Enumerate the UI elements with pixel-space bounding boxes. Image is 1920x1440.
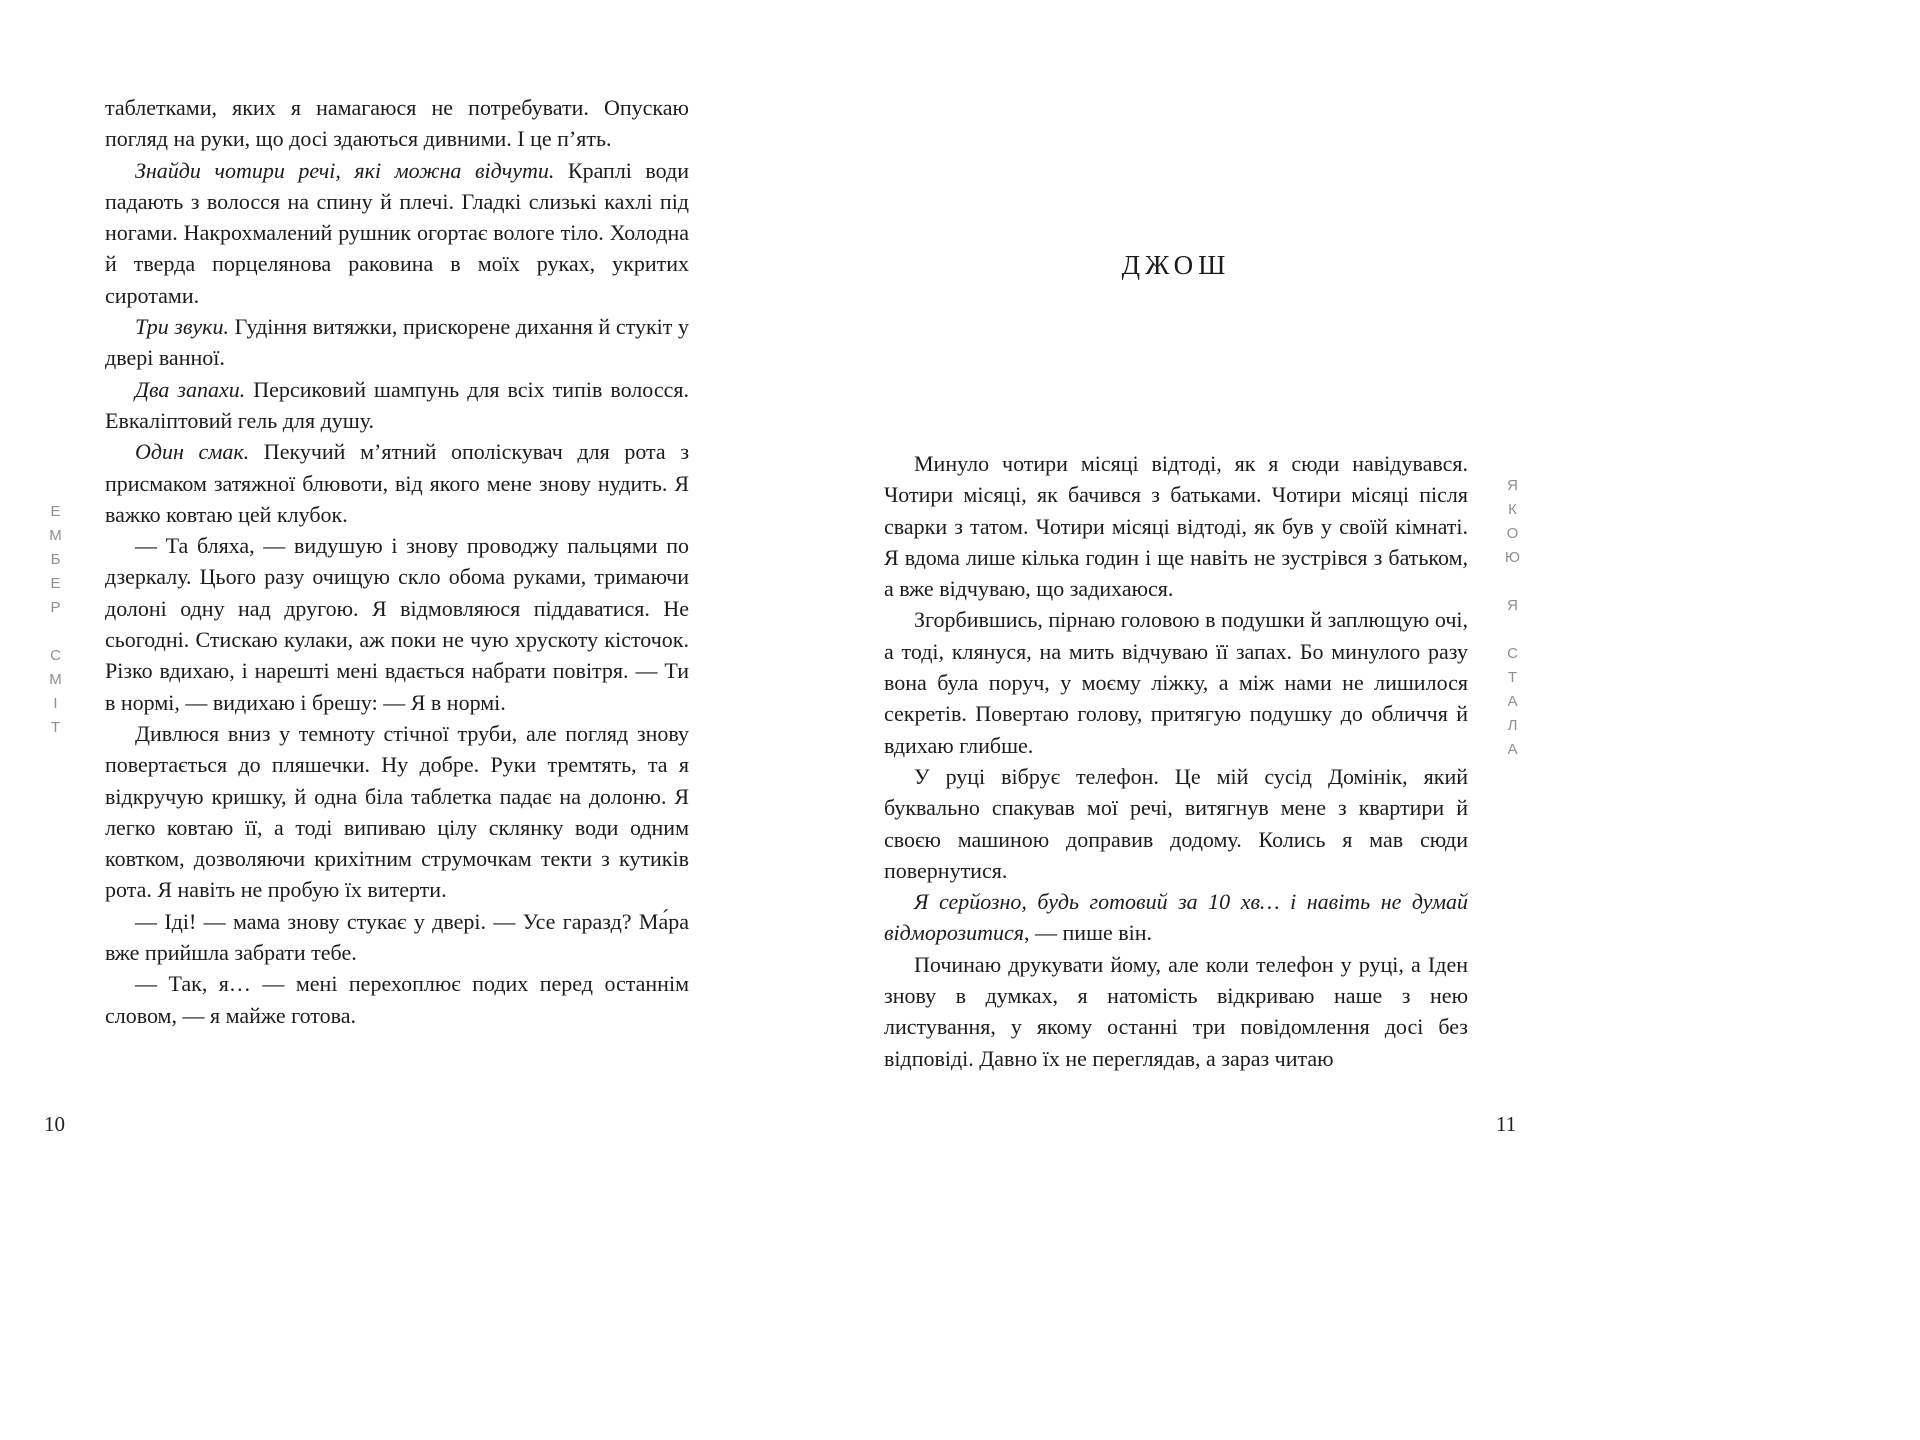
paragraph [884, 604, 1468, 760]
text-run: Починаю друкувати йому, але коли телефон у руці, а Іден знову в думках, я натомість відкриваю наше з нею листування, у якому останні три повідомлення досі без відповіді. Давно їх не переглядав, а зараз читаю [884, 951, 1468, 1071]
chapter-title: ДЖОШ [1121, 250, 1231, 280]
italic-text-run: Два запахи. [135, 376, 246, 402]
italic-text-run: Один смак. [135, 439, 250, 465]
text-run: , — пише він. [1024, 920, 1153, 946]
page-number-left: 10 [44, 1112, 65, 1136]
text-run: — Так, я… — мені перехоплює подих перед останнім словом, — я майже готова. [105, 971, 689, 1028]
italic-text-run: Я серйозно, будь готовий за 10 хв… і навіть не думай відморозитися [884, 889, 1468, 946]
paragraph [884, 886, 1468, 949]
paragraph [105, 530, 689, 718]
paragraph [105, 92, 689, 155]
text-run: Дивлюся вниз у темноту стічної труби, але погляд знову повертається до пляшечки. Ну добре. Руки тремтять, та я відкручую кришку, й одна біла таблетка падає на долоню. Я легко ковтаю її, а тоді випиваю цілу склянку води одним ковтком, дозволяючи крихітним струмочкам текти з кутиків рота. Я навіть не пробую їх витерти. [105, 720, 689, 903]
book-title-margin-label: ЯКОЮ Я СТАЛА [1504, 477, 1521, 765]
paragraph [105, 906, 689, 969]
text-run: Згорбившись, пірнаю головою в подушки й заплющую очі, а тоді, клянуся, на мить відчуваю її запах. Бо минулого разу вона була поруч, у моєму ліжку, а між нами не лишилося секретів. Повертаю голову, притягую подушку до обличчя й вдихаю глибше. [884, 607, 1468, 758]
text-run: Минуло чотири місяці відтоді, як я сюди навідувався. Чотири місяці, як бачився з батьками. Чотири місяці після сварки з татом. Чотири місяці відтоді, як був у своїй кімнаті. Я вдома лише кілька годин і ще навіть не зустрівся з батьком, а вже відчуваю, що задихаюся. [884, 451, 1468, 602]
paragraph [884, 448, 1468, 604]
italic-text-run: Знайди чотири речі, які можна відчути. [135, 157, 555, 183]
paragraph [884, 761, 1468, 886]
paragraph [105, 155, 689, 311]
left-page-text-column [105, 92, 689, 1031]
paragraph [105, 718, 689, 906]
author-margin-label: ЕМБЕР СМІТ [47, 503, 64, 743]
text-run: Гудіння витяжки, прискорене дихання й стукіт у двері ванної. [105, 314, 689, 371]
paragraph [105, 968, 689, 1031]
text-run: У руці вібрує телефон. Це мій сусід Домінік, який буквально спакував мої речі, витягнув мене з квартири й своєю машиною доправив додому. Колись я мав сюди повернутися. [884, 763, 1468, 883]
text-run: Персиковий шампунь для всіх типів волосся. Евкаліптовий гель для душу. [105, 376, 689, 433]
paragraph [884, 949, 1468, 1074]
paragraph [105, 311, 689, 374]
text-run: таблетками, яких я намагаюся не потребувати. Опускаю погляд на руки, що досі здаються дивними. І це п’ять. [105, 95, 689, 152]
paragraph [105, 374, 689, 437]
right-page-text-column [884, 448, 1468, 1074]
text-run: Пекучий м’ятний ополіскувач для рота з присмаком затяжної блювоти, від якого мене знову нудить. Я важко ковтаю цей клубок. [105, 439, 690, 527]
page-number-right: 11 [1496, 1112, 1517, 1136]
text-run: Краплі води падають з волосся на спину й плечі. Гладкі слизькі кахлі під ногами. Накрохмалений рушник огортає вологе тіло. Холодна й тверда порцелянова раковина в моїх руках, укритих сиротами. [105, 157, 689, 308]
italic-text-run: Три звуки. [135, 314, 229, 340]
text-run: — Іді! — мама знову стукає у двері. — Усе гаразд? Ма́ра вже прийшла забрати тебе. [105, 908, 689, 966]
text-run: — Та бляха, — видушую і знову проводжу пальцями по дзеркалу. Цього разу очищую скло обома руками, тримаючи долоні одну над другою. Я відмовляюся піддаватися. Не сьогодні. Стискаю кулаки, аж поки не чую хрускоту кісточок. Різко вдихаю, і нарешті мені вдається набрати повітря. — Ти в нормі, — видихаю і брешу: — Я в нормі. [105, 533, 689, 715]
paragraph [105, 436, 689, 530]
